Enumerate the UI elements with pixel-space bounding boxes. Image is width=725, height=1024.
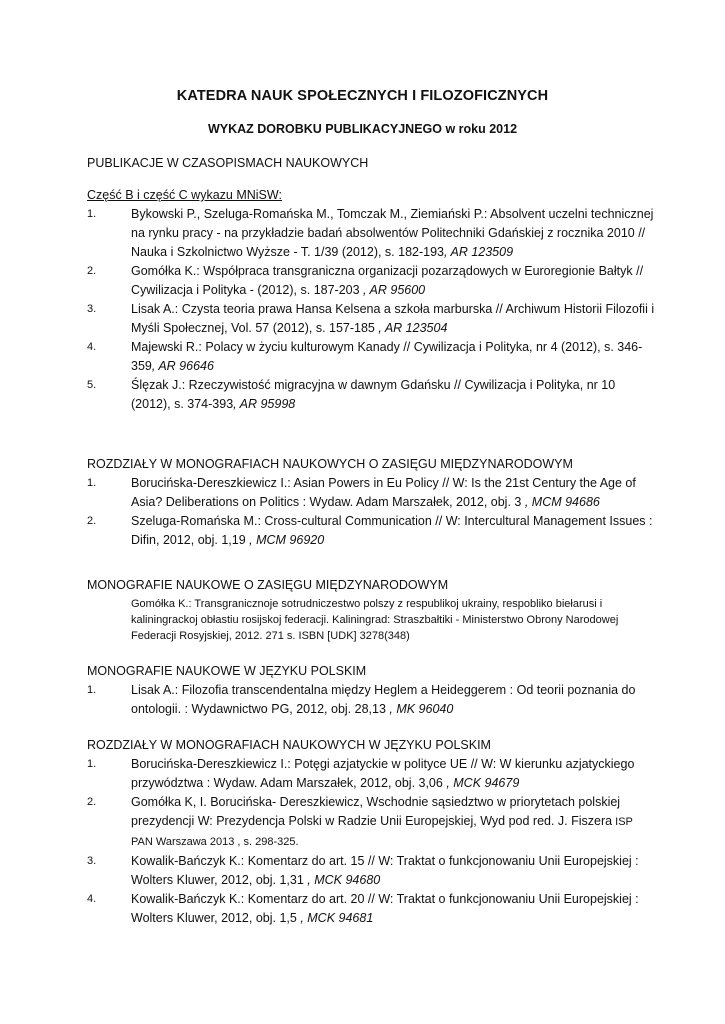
list-item — [87, 300, 657, 338]
section-polish-monographs — [87, 662, 657, 719]
list-item — [87, 890, 657, 928]
item-text: Kowalik-Bańczyk K.: Komentarz do art. 20 // W: Traktat o funkcjonowaniu Unii Europejskiej : Wolters Kluwer, 2012, obj. 1,5 — [131, 892, 639, 925]
item-number: 2. — [87, 515, 97, 527]
item-number: 5. — [87, 379, 97, 391]
section-international-chapters — [87, 455, 657, 550]
item-number: 1. — [87, 684, 97, 696]
item-number: 4. — [87, 893, 97, 905]
item-number: 2. — [87, 265, 97, 277]
item-code: , MCK 94680 — [303, 873, 381, 887]
list-item — [87, 376, 657, 414]
item-code: , MCK 94679 — [442, 776, 520, 790]
item-text: Lisak A.: Czysta teoria prawa Hansa Kelsena a szkoła marburska // Archiwum Historii Filozofii i Myśli Społecznej, Vol. 57 (2012), s. 157-185 — [131, 302, 655, 335]
item-code: , AR 96646 — [151, 359, 214, 373]
list-item — [87, 755, 657, 793]
item-text: Bykowski P., Szeluga-Romańska M., Tomczak M., Ziemiański P.: Absolvent uczelni technicznej na rynku pracy - na przykładzie badań absolwentów Politechniki Gdańskiej z rocznika 2010 // Nauka i Szkolnictwo Wyższe - T. 1/39 (2012), s. 182-193 — [131, 207, 654, 259]
item-code: , AR 95600 — [359, 283, 426, 297]
monograph-entry: Gomółka K.: Transgranicznoje sotrudniczestwo polszy z respublikoj ukrainy, respobliko biełarusi i kaliningrackoj obłastiu rosijskoj federacji. Kaliningrad: Straszbałtiki - Ministerstwo Obrony Narodowej Federacji Rosyjskiej, 2012. 271 s. ISBN [UDK] 3278(348) — [131, 598, 619, 642]
item-code: , MK 96040 — [385, 702, 454, 716]
item-number: 3. — [87, 855, 97, 867]
list-item — [87, 681, 657, 719]
item-text: Lisak A.: Filozofia transcendentalna między Heglem a Heideggerem : Od teorii poznania do ontologii. : Wydawnictwo PG, 2012, obj. 28,13 — [131, 683, 636, 716]
item-text: Majewski R.: Polacy w życiu kulturowym Kanady // Cywilizacja i Polityka, nr 4 (2012), s. 346-359 — [131, 340, 643, 373]
section-polish-chapters — [87, 736, 657, 928]
page-title: KATEDRA NAUK SPOŁECZNYCH I FILOZOFICZNYCH — [176, 88, 549, 104]
list-item — [87, 852, 657, 890]
page-subtitle: WYKAZ DOROBKU PUBLIKACYJNEGO w roku 2012 — [207, 122, 518, 136]
item-text: Gomółka K.: Współpraca transgraniczna organizacji pozarządowych w Euroregionie Bałtyk // Cywilizacja i Polityka - (2012), s. 187-203 — [131, 264, 644, 297]
item-text: Kowalik-Bańczyk K.: Komentarz do art. 15 // W: Traktat o funkcjonowaniu Unii Europejskiej : Wolters Kluwer, 2012, obj. 1,31 — [131, 854, 639, 887]
item-text: Borucińska-Dereszkiewicz I.: Potęgi azjatyckie w polityce UE // W: W kierunku azjatyckiego przywództwa : Wydaw. Adam Marszałek, 2012, obj. 3,06 — [131, 757, 635, 790]
item-text: Ślęzak J.: Rzeczywistość migracyjna w dawnym Gdańsku // Cywilizacja i Polityka, nr 10 (2012), s. 374-393 — [131, 378, 616, 411]
item-number: 1. — [87, 477, 97, 489]
list-item — [87, 338, 657, 376]
list-item — [87, 262, 657, 300]
section-heading: ROZDZIAŁY W MONOGRAFIACH NAUKOWYCH W JĘZYKU POLSKIM — [87, 738, 491, 752]
item-text: Szeluga-Romańska M.: Cross-cultural Communication // W: Intercultural Management Issues : Difin, 2012, obj. 1,19 — [131, 514, 653, 547]
list-item — [87, 474, 657, 512]
item-code: , AR 123509 — [444, 245, 514, 259]
item-code: , AR 123504 — [374, 321, 448, 335]
item-code: , MCM 94686 — [521, 495, 600, 509]
item-text: Borucińska-Dereszkiewicz I.: Asian Powers in Eu Policy // W: Is the 21st Century the Age of Asia? Deliberations on Politics : Wydaw. Adam Marszałek, 2012, obj. 3 — [131, 476, 636, 509]
section-heading: MONOGRAFIE NAUKOWE O ZASIĘGU MIĘDZYNARODOWYM — [87, 578, 449, 592]
section-international-monographs — [87, 576, 657, 644]
item-number: 4. — [87, 341, 97, 353]
section-heading: ROZDZIAŁY W MONOGRAFIACH NAUKOWYCH O ZASIĘGU MIĘDZYNARODOWYM — [87, 457, 573, 471]
item-number: 3. — [87, 303, 97, 315]
section-heading: MONOGRAFIE NAUKOWE W JĘZYKU POLSKIM — [87, 664, 367, 678]
list-item — [87, 793, 657, 852]
list-item — [87, 205, 657, 262]
item-code: , MCM 96920 — [245, 533, 325, 547]
item-code: , AR 95998 — [233, 397, 296, 411]
item-code: , MCK 94681 — [296, 911, 374, 925]
section-heading: PUBLIKACJE W CZASOPISMACH NAUKOWYCH — [87, 156, 369, 170]
item-number: 1. — [87, 208, 97, 220]
item-number: 1. — [87, 758, 97, 770]
section-subheading: Część B i część C wykazu MNiSW: — [87, 188, 282, 202]
section-journal-publications — [87, 154, 657, 414]
item-text: Gomółka K, I. Borucińska- Dereszkiewicz, Wschodnie sąsiedztwo w priorytetach polskiej prezydencji W: Prezydencja Polski w Radzie Unii Europejskiej, Wyd pod red. J. Fiszera — [131, 795, 621, 828]
item-number: 2. — [87, 796, 97, 808]
item-tail: ISP PAN Warszawa 2013 , s. 298-325. — [131, 816, 633, 848]
list-item — [87, 512, 657, 550]
